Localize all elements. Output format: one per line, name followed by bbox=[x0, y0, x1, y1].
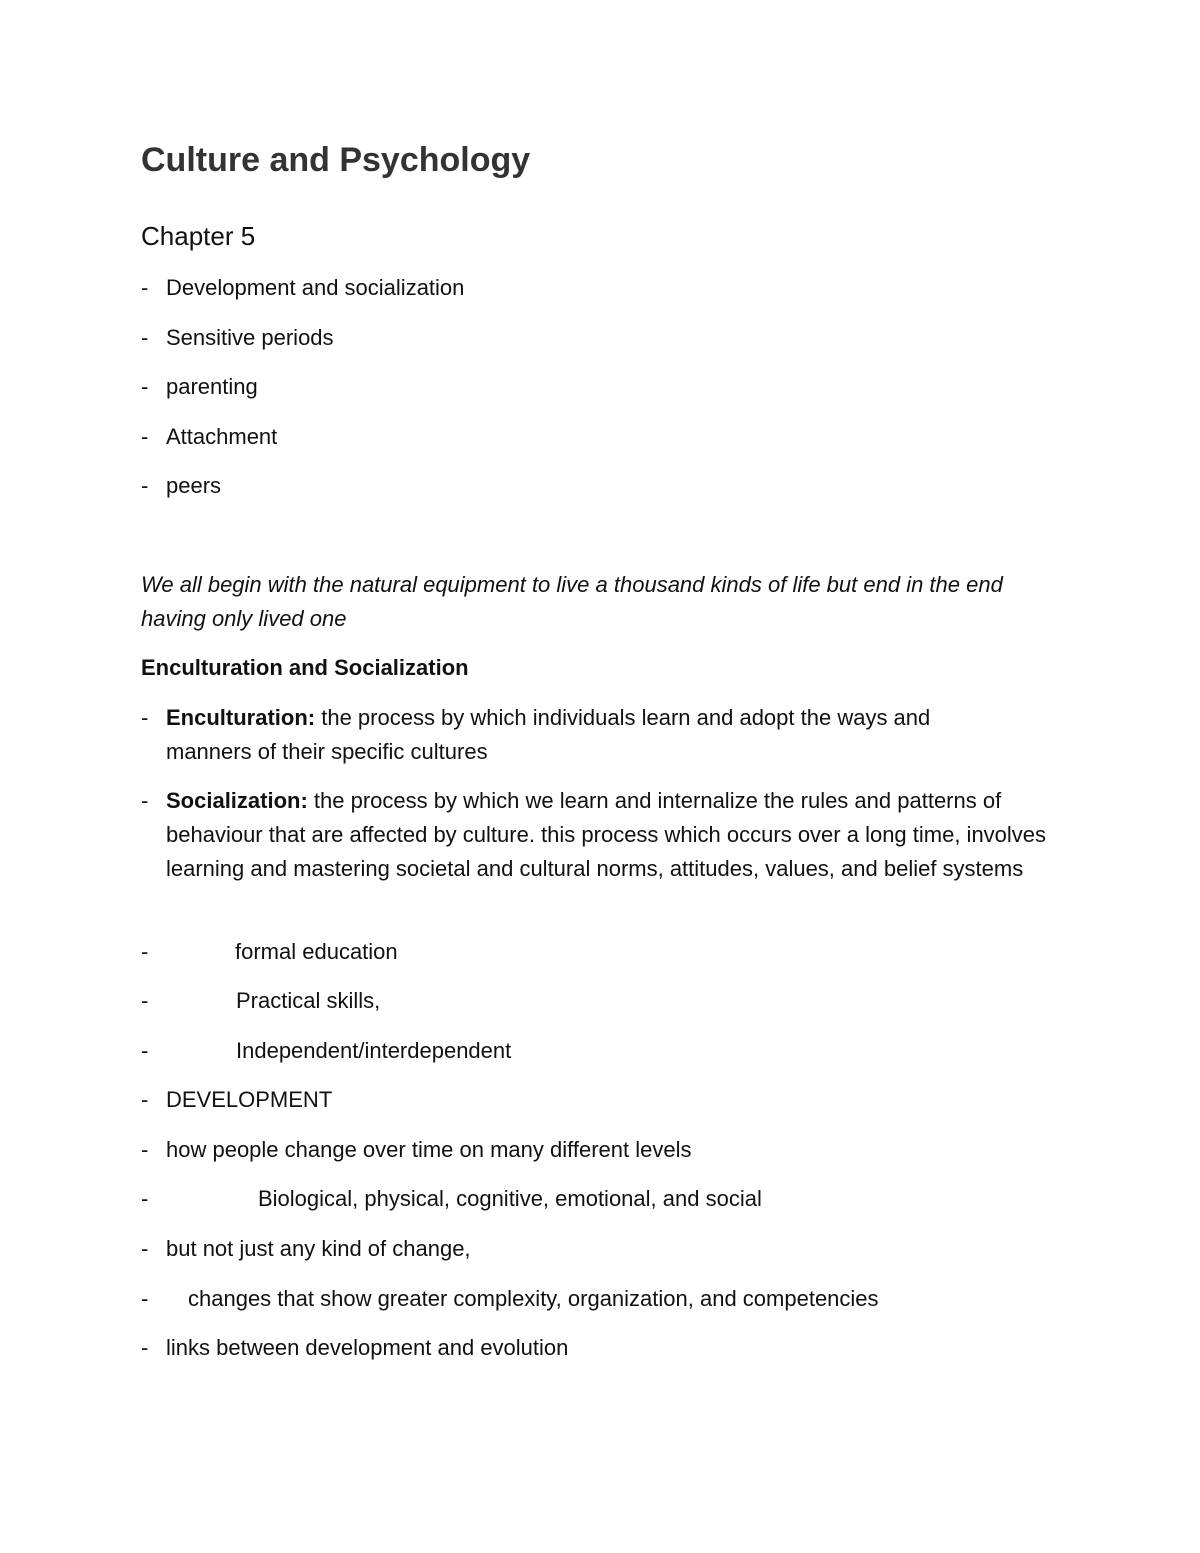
bullet-dash: - bbox=[141, 424, 149, 449]
development-heading: DEVELOPMENT bbox=[166, 1087, 333, 1112]
topic-text: peers bbox=[166, 473, 222, 498]
development-links: links between development and evolution bbox=[166, 1335, 569, 1360]
quote-text: We all begin with the natural equipment to live a thousand kinds of life but end in the end having only lived one bbox=[141, 572, 1003, 631]
bullet-dash: - bbox=[141, 788, 149, 813]
bullet-dash: - bbox=[141, 988, 149, 1013]
definition-term: Socialization: bbox=[166, 788, 308, 813]
bullet-dash: - bbox=[141, 1236, 149, 1261]
definition-term: Enculturation: bbox=[166, 705, 316, 730]
definition-body: the process by which we learn and internalize the rules and patterns of behaviour that are affected by culture. this process which occurs over a long time, involves learning and mastering societal and cultural norms, attitudes, values, and belief systems bbox=[166, 788, 1047, 881]
definition-text bbox=[166, 784, 1066, 886]
development-definition: how people change over time on many different levels bbox=[166, 1137, 692, 1162]
socialization-item: Independent/interdependent bbox=[236, 1038, 512, 1063]
development-levels: Biological, physical, cognitive, emotional, and social bbox=[258, 1186, 762, 1211]
definition-text bbox=[166, 701, 1006, 769]
document-title: Culture and Psychology bbox=[141, 141, 531, 179]
topic-text: parenting bbox=[166, 374, 258, 399]
topic-text: Attachment bbox=[166, 424, 278, 449]
socialization-item: formal education bbox=[235, 939, 398, 964]
bullet-dash: - bbox=[141, 473, 149, 498]
chapter-heading: Chapter 5 bbox=[141, 221, 256, 251]
bullet-dash: - bbox=[141, 1335, 149, 1360]
bullet-dash: - bbox=[141, 325, 149, 350]
bullet-dash: - bbox=[141, 705, 149, 730]
bullet-dash: - bbox=[141, 1286, 149, 1311]
development-change-type: changes that show greater complexity, organization, and competencies bbox=[188, 1286, 879, 1311]
topic-text: Sensitive periods bbox=[166, 325, 334, 350]
bullet-dash: - bbox=[141, 1186, 149, 1211]
socialization-item: Practical skills, bbox=[236, 988, 381, 1013]
bullet-dash: - bbox=[141, 1038, 149, 1063]
bullet-dash: - bbox=[141, 1137, 149, 1162]
bullet-dash: - bbox=[141, 939, 149, 964]
development-qualifier: but not just any kind of change, bbox=[166, 1236, 471, 1261]
bullet-dash: - bbox=[141, 1087, 149, 1112]
topic-text: Development and socialization bbox=[166, 275, 465, 300]
bullet-dash: - bbox=[141, 374, 149, 399]
definition-body: the process by which individuals learn and adopt the ways and manners of their specific cultures bbox=[166, 705, 931, 764]
section-heading: Enculturation and Socialization bbox=[141, 655, 469, 680]
bullet-dash: - bbox=[141, 275, 149, 300]
